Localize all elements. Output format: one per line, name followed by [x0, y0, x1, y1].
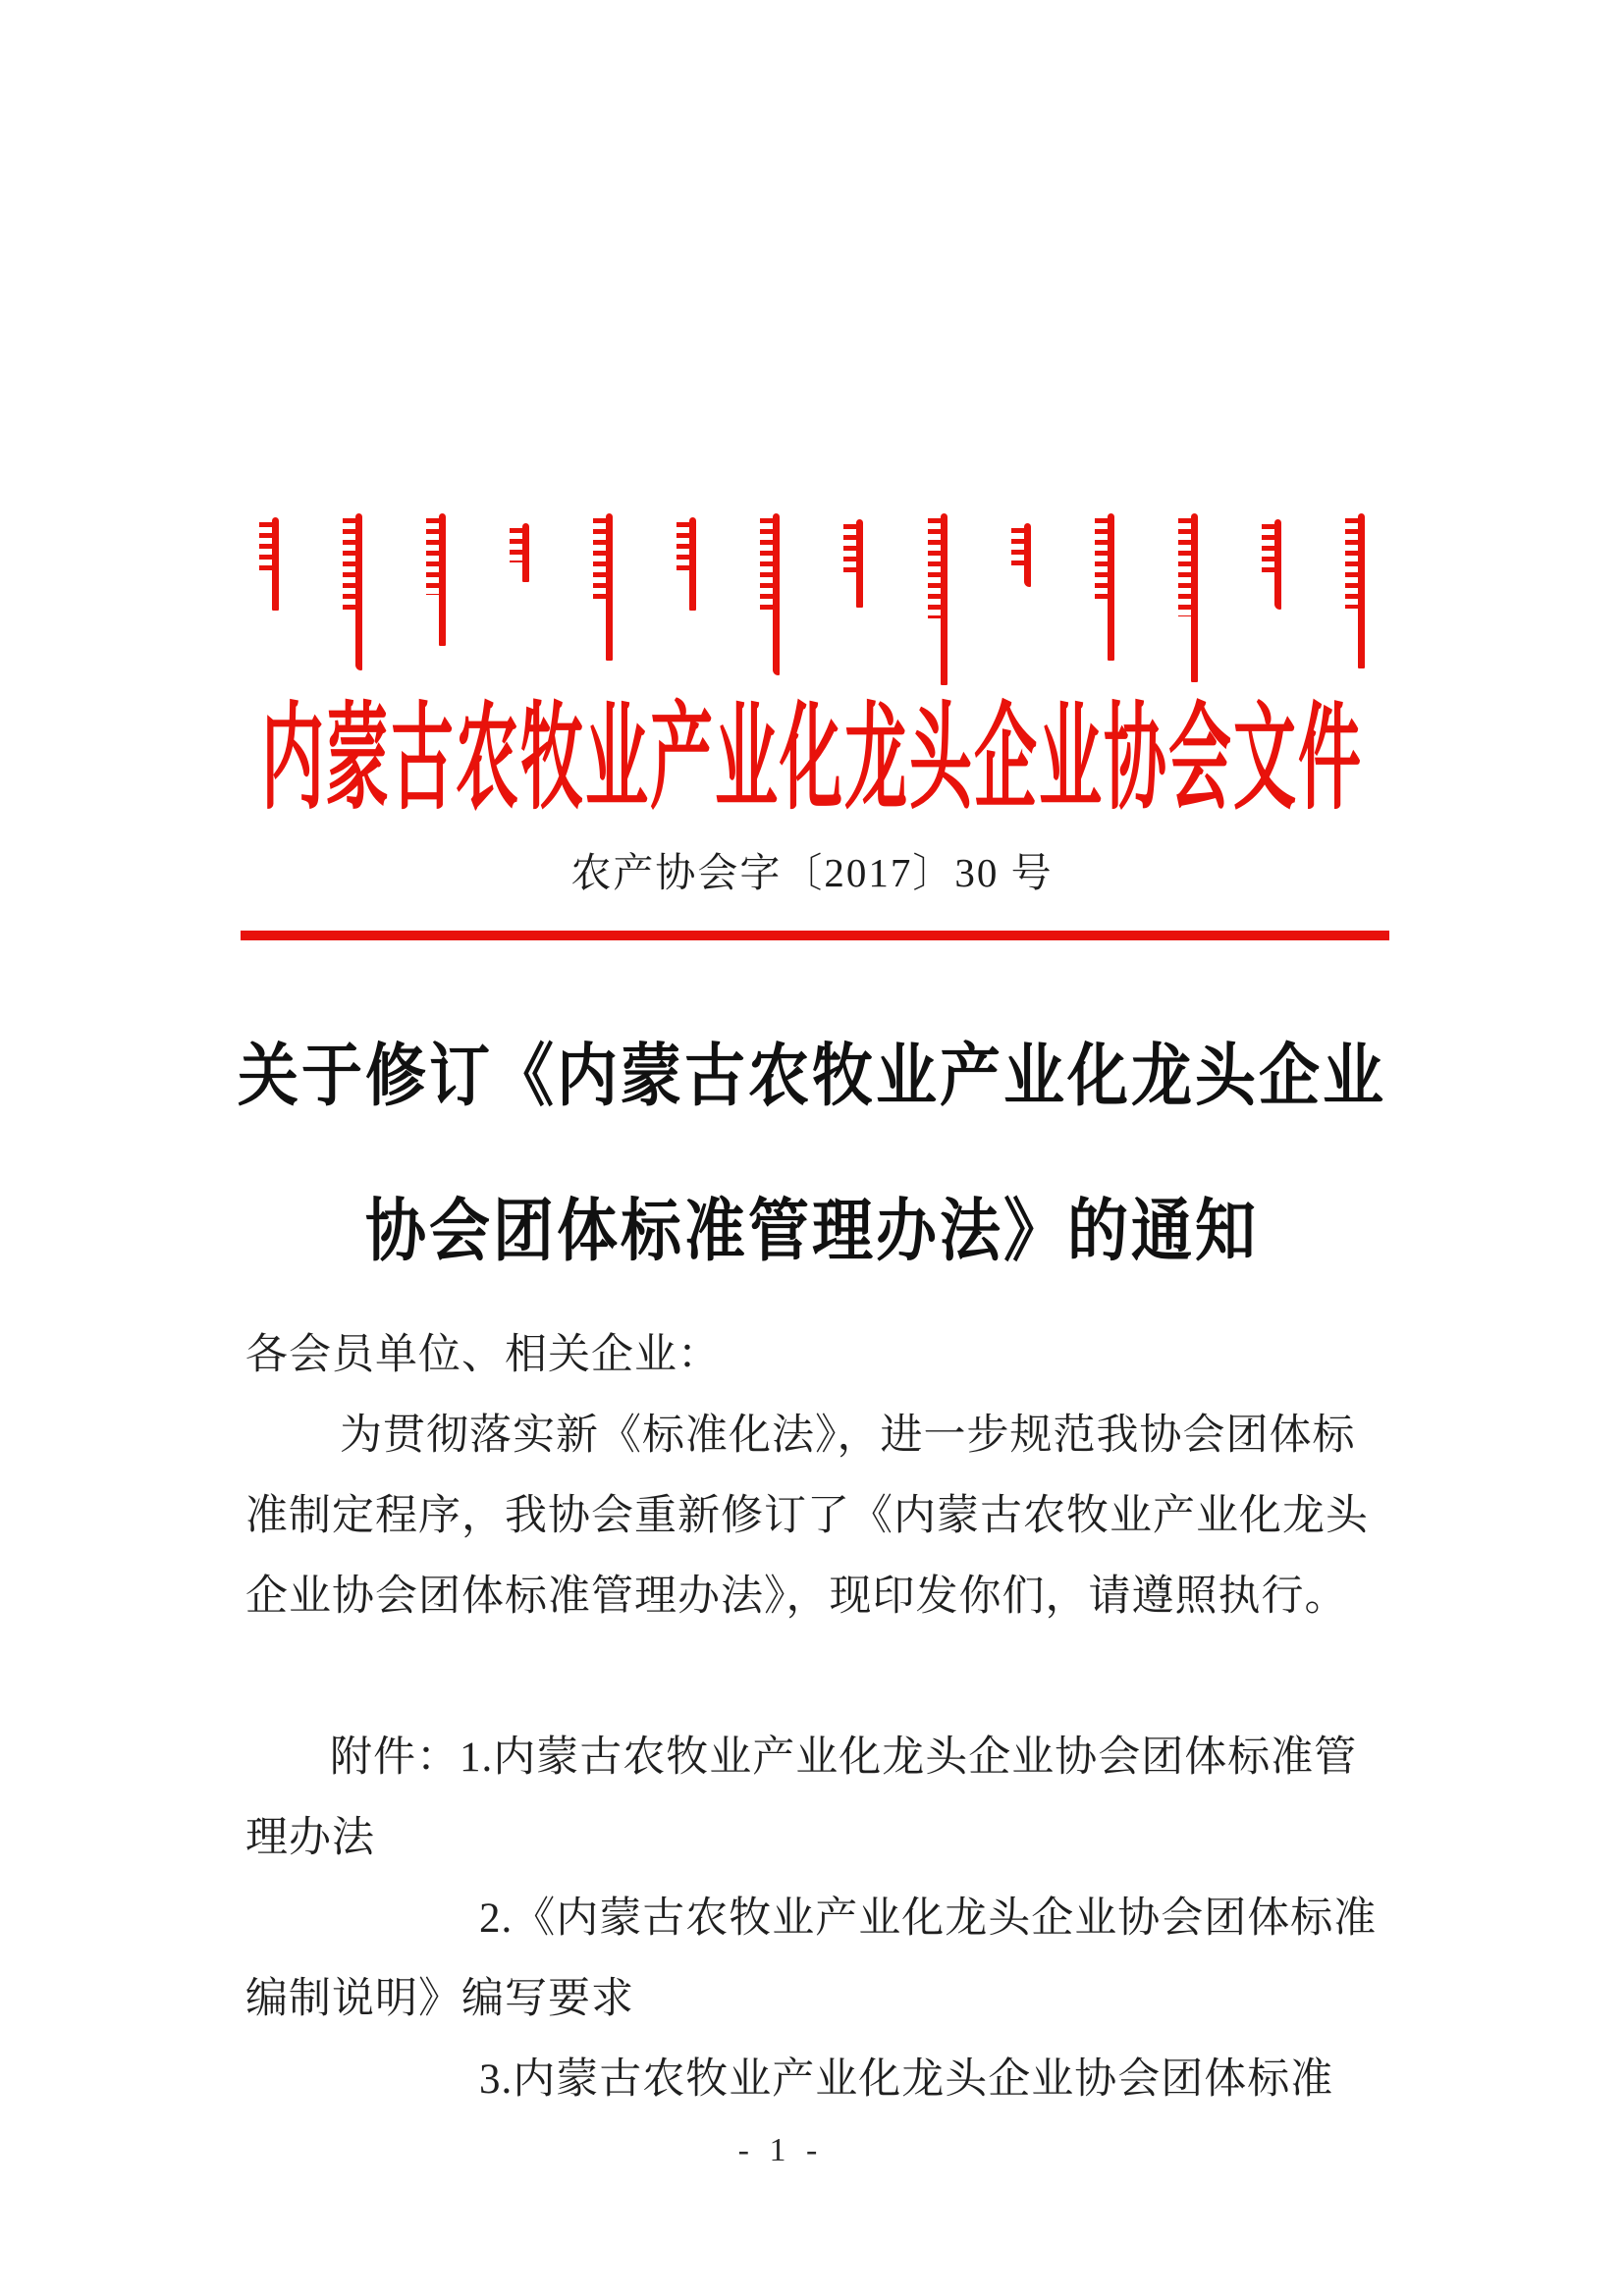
- mongolian-glyph-column: [758, 513, 787, 675]
- mongolian-glyph-column: [508, 523, 537, 582]
- page-number: - 1 -: [737, 2132, 824, 2168]
- mongolian-glyph-column: [1176, 513, 1206, 682]
- body-line: 编制说明》编写要求: [245, 1976, 634, 2022]
- red-divider-rule: [241, 931, 1389, 940]
- body-line: 2.《内蒙古农牧业产业化龙头企业协会团体标准: [479, 1896, 1378, 1942]
- body-line: 3.内蒙古农牧业产业化龙头企业协会团体标准: [479, 2056, 1334, 2103]
- notice-title-line1: 关于修订《内蒙古农牧业产业化龙头企业: [237, 1040, 1386, 1115]
- mongolian-glyph-column: [1260, 519, 1289, 610]
- mongolian-glyph-column: [257, 517, 287, 611]
- body-line: 理办法: [245, 1815, 375, 1861]
- mongolian-glyph-column: [1009, 523, 1039, 587]
- body-line: 准制定程序，我协会重新修订了《内蒙古农牧业产业化龙头: [245, 1493, 1369, 1539]
- notice-body: [245, 1315, 1394, 2120]
- notice-title-line2: 协会团体标准管理办法》的通知: [364, 1195, 1259, 1270]
- mongolian-glyph-column: [675, 517, 704, 611]
- org-title: 内蒙古农牧业产业化龙头企业协会文件: [261, 694, 1363, 824]
- mongolian-glyph-column: [1343, 513, 1373, 668]
- mongolian-glyph-column: [424, 513, 454, 646]
- body-line: 为贯彻落实新《标准化法》，进一步规范我协会团体标: [340, 1413, 1356, 1459]
- body-line: 附件：1.内蒙古农牧业产业化龙头企业协会团体标准管: [330, 1735, 1358, 1781]
- body-line: 企业协会团体标准管理办法》，现印发你们，请遵照执行。: [245, 1574, 1348, 1620]
- mongolian-glyph-column: [841, 519, 871, 608]
- mongolian-glyph-column: [1093, 513, 1122, 661]
- body-line: 各会员单位、相关企业：: [245, 1332, 721, 1378]
- mongolian-glyph-column: [926, 513, 955, 685]
- mongolian-glyph-column: [591, 513, 621, 661]
- body-line-blank: [245, 1637, 1394, 1718]
- mongolian-script-header: [257, 513, 1373, 690]
- mongolian-glyph-column: [341, 513, 370, 670]
- doc-number: 农产协会字〔2017〕30 号: [570, 850, 1054, 895]
